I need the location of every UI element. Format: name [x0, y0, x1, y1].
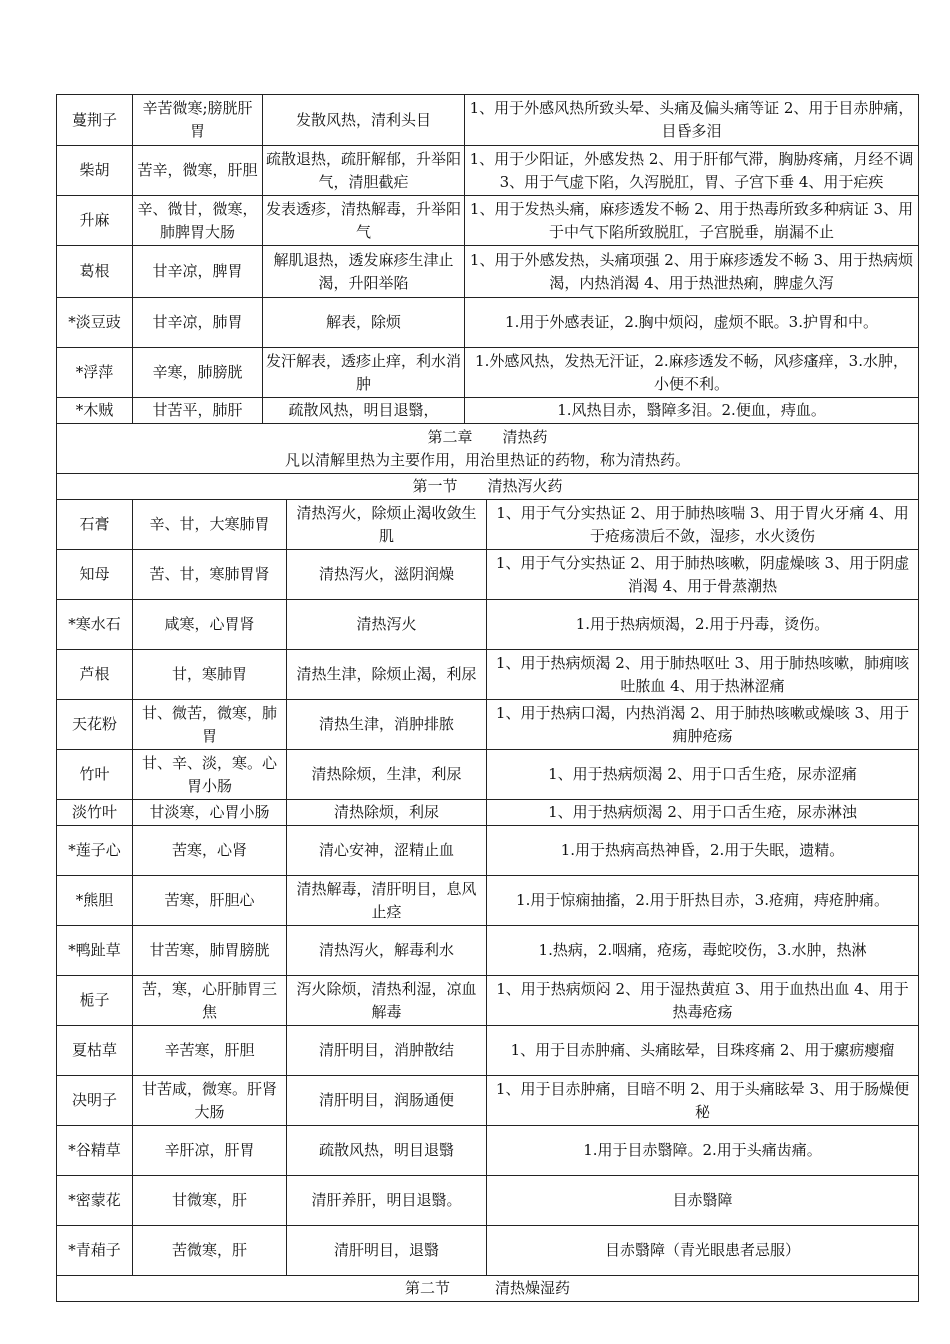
herb-taste: 苦寒，肝胆心: [133, 876, 287, 926]
table-row: [57, 1026, 919, 1076]
herb-usage: 1.热病，2.咽痛，疮疡，毒蛇咬伤，3.水肿，热淋: [487, 926, 919, 976]
section-header-row: [57, 1276, 919, 1302]
herb-taste: 苦，寒，心肝肺胃三焦: [133, 976, 287, 1026]
herb-name: 蔓荆子: [57, 95, 133, 146]
herb-effect: 清热解毒，清肝明目，息风止痉: [287, 876, 487, 926]
herb-usage: 1、用于外感风热所致头晕、头痛及偏头痛等证 2、用于目赤肿痛，目昏多泪: [465, 95, 919, 146]
herb-effect: 发表透疹，清热解毒，升举阳气: [263, 196, 465, 246]
table-row: [57, 298, 919, 348]
herb-usage: 1.用于外感表证，2.胸中烦闷，虚烦不眠。3.护胃和中。: [465, 298, 919, 348]
herb-name: 竹叶: [57, 750, 133, 800]
herb-effect: 清肝明目，退翳: [287, 1226, 487, 1276]
herb-taste: 辛苦寒，肝胆: [133, 1026, 287, 1076]
herb-effect: 清热除烦，生津，利尿: [287, 750, 487, 800]
herb-taste: 苦微寒，肝: [133, 1226, 287, 1276]
herb-usage: 1、用于热病烦渴 2、用于肺热呕吐 3、用于肺热咳嗽，肺痈咳吐脓血 4、用于热淋涩痛: [487, 650, 919, 700]
herb-effect: 解肌退热，透发麻疹生津止渴，升阳举陷: [263, 246, 465, 298]
herb-name: 柴胡: [57, 146, 133, 196]
herb-name: *寒水石: [57, 600, 133, 650]
herb-taste: 甘苦寒，肺胃膀胱: [133, 926, 287, 976]
herb-usage: 1.外感风热，发热无汗证，2.麻疹透发不畅，风疹瘙痒，3.水肿，小便不利。: [465, 348, 919, 398]
table-row: [57, 95, 919, 146]
herb-taste: 咸寒，心胃肾: [133, 600, 287, 650]
herb-name: 夏枯草: [57, 1026, 133, 1076]
herb-name: 栀子: [57, 976, 133, 1026]
herb-name: 淡竹叶: [57, 800, 133, 826]
table-row: [57, 876, 919, 926]
herb-usage: 1.用于目赤翳障。2.用于头痛齿痛。: [487, 1126, 919, 1176]
herb-table: [56, 94, 919, 500]
table-row: [57, 348, 919, 398]
herb-usage: 1、用于气分实热证 2、用于肺热咳喘 3、用于胃火牙痛 4、用于疮疡溃后不敛，湿疹，水火烫伤: [487, 500, 919, 550]
herb-name: *谷精草: [57, 1126, 133, 1176]
herb-name: 石膏: [57, 500, 133, 550]
table-row: [57, 246, 919, 298]
section-title-damp: 第二节 清热燥湿药: [57, 1276, 919, 1302]
herb-name: *熊胆: [57, 876, 133, 926]
herb-taste: 甘微寒，肝: [133, 1176, 287, 1226]
herb-taste: 甘，寒肺胃: [133, 650, 287, 700]
herb-effect: 清热泻火，滋阴润燥: [287, 550, 487, 600]
herb-usage: 1.用于惊痫抽搐，2.用于肝热目赤，3.疮痈，痔疮肿痛。: [487, 876, 919, 926]
table-row: [57, 800, 919, 826]
herb-taste: 甘、微苦，微寒，肺胃: [133, 700, 287, 750]
herb-usage: 1、用于热病烦渴 2、用于口舌生疮，尿赤涩痛: [487, 750, 919, 800]
herb-usage: 目赤翳障（青光眼患者忌服）: [487, 1226, 919, 1276]
herb-usage: 1.用于热病烦渴，2.用于丹毒，烫伤。: [487, 600, 919, 650]
herb-name: 知母: [57, 550, 133, 600]
herb-taste: 辛苦微寒;膀胱肝胃: [133, 95, 263, 146]
herb-effect: 清肝明目，消肿散结: [287, 1026, 487, 1076]
table-row: [57, 976, 919, 1026]
herb-taste: 甘苦平，肺肝: [133, 398, 263, 424]
herb-name: 天花粉: [57, 700, 133, 750]
herb-effect: 清心安神，涩精止血: [287, 826, 487, 876]
herb-name: *青葙子: [57, 1226, 133, 1276]
herb-usage: 1、用于目赤肿痛，目暗不明 2、用于头痛眩晕 3、用于肠燥便秘: [487, 1076, 919, 1126]
herb-usage: 1、用于热病口渴，内热消渴 2、用于肺热咳嗽或燥咳 3、用于痈肿疮疡: [487, 700, 919, 750]
herb-effect: 疏散风热，明目退翳，: [263, 398, 465, 424]
herb-name: *淡豆豉: [57, 298, 133, 348]
herb-taste: 甘辛凉，肺胃: [133, 298, 263, 348]
herb-taste: 苦寒，心肾: [133, 826, 287, 876]
table-row: [57, 398, 919, 424]
herb-usage: 1、用于目赤肿痛、头痛眩晕，目珠疼痛 2、用于瘰疬瘿瘤: [487, 1026, 919, 1076]
table-row: [57, 1176, 919, 1226]
table-row: [57, 600, 919, 650]
table-row: [57, 196, 919, 246]
chapter-description: 凡以清解里热为主要作用，用治里热证的药物，称为清热药。: [285, 450, 691, 469]
herb-name: 葛根: [57, 246, 133, 298]
herb-usage: 1、用于外感发热，头痛项强 2、用于麻疹透发不畅 3、用于热病烦渴，内热消渴 4、用于热泄热痢，脾虚久泻: [465, 246, 919, 298]
table-row: [57, 650, 919, 700]
herb-name: 升麻: [57, 196, 133, 246]
table-row: [57, 750, 919, 800]
herb-effect: 清热泻火，解毒利水: [287, 926, 487, 976]
herb-name: 决明子: [57, 1076, 133, 1126]
herb-effect: 清热除烦，利尿: [287, 800, 487, 826]
herb-usage: 1、用于发热头痛，麻疹透发不畅 2、用于热毒所致多种病证 3、用于中气下陷所致脱肛，子宫脱垂，崩漏不止: [465, 196, 919, 246]
herb-usage: 1、用于少阳证，外感发热 2、用于肝郁气滞，胸胁疼痛，月经不调 3、用于气虚下陷，久泻脱肛，胃、子宫下垂 4、用于疟疾: [465, 146, 919, 196]
herb-usage: 1、用于热病烦闷 2、用于湿热黄疸 3、用于血热出血 4、用于热毒疮疡: [487, 976, 919, 1026]
herb-usage: 1、用于气分实热证 2、用于肺热咳嗽，阴虚燥咳 3、用于阴虚消渴 4、用于骨蒸潮热: [487, 550, 919, 600]
herb-name: *浮萍: [57, 348, 133, 398]
herb-effect: 清热生津，消肿排脓: [287, 700, 487, 750]
chapter-title: 第二章 清热药: [427, 427, 548, 446]
herb-taste: 甘淡寒，心胃小肠: [133, 800, 287, 826]
section-title-fire: 第一节 清热泻火药: [57, 474, 919, 500]
herb-taste: 甘辛凉，脾胃: [133, 246, 263, 298]
table-row: [57, 1126, 919, 1176]
herb-taste: 甘苦咸，微寒。肝肾大肠: [133, 1076, 287, 1126]
herb-taste: 甘、辛、淡，寒。心胃小肠: [133, 750, 287, 800]
table-row: [57, 826, 919, 876]
table-row: [57, 1076, 919, 1126]
herb-taste: 辛肝凉，肝胃: [133, 1126, 287, 1176]
herb-table-fire: [56, 499, 919, 1302]
table-row: [57, 146, 919, 196]
herb-name: *木贼: [57, 398, 133, 424]
herb-name: 芦根: [57, 650, 133, 700]
section-header-row: [57, 474, 919, 500]
herb-effect: 清热泻火，除烦止渴收敛生肌: [287, 500, 487, 550]
herb-taste: 辛、甘，大寒肺胃: [133, 500, 287, 550]
herb-effect: 清热生津，除烦止渴，利尿: [287, 650, 487, 700]
herb-effect: 清肝养肝，明目退翳。: [287, 1176, 487, 1226]
table-row: [57, 550, 919, 600]
herb-taste: 苦辛，微寒，肝胆: [133, 146, 263, 196]
table-row: [57, 500, 919, 550]
herb-usage: 1.用于热病高热神昏，2.用于失眠，遗精。: [487, 826, 919, 876]
table-row: [57, 926, 919, 976]
herb-name: *密蒙花: [57, 1176, 133, 1226]
herb-effect: 发汗解表，透疹止痒，利水消肿: [263, 348, 465, 398]
herb-effect: 解表，除烦: [263, 298, 465, 348]
herb-effect: 发散风热，清利头目: [263, 95, 465, 146]
herb-effect: 清热泻火: [287, 600, 487, 650]
herb-taste: 辛寒，肺膀胱: [133, 348, 263, 398]
herb-effect: 泻火除烦，清热利湿，凉血解毒: [287, 976, 487, 1026]
chapter-header: [57, 424, 919, 474]
herb-effect: 疏散退热，疏肝解郁，升举阳气，清胆截疟: [263, 146, 465, 196]
herb-effect: 疏散风热，明目退翳: [287, 1126, 487, 1176]
herb-effect: 清肝明目，润肠通便: [287, 1076, 487, 1126]
herb-usage: 1、用于热病烦渴 2、用于口舌生疮，尿赤淋浊: [487, 800, 919, 826]
herb-name: *莲子心: [57, 826, 133, 876]
herb-taste: 苦、甘，寒肺胃肾: [133, 550, 287, 600]
herb-name: *鸭趾草: [57, 926, 133, 976]
herb-taste: 辛、微甘，微寒，肺脾胃大肠: [133, 196, 263, 246]
herb-usage: 1.风热目赤，翳障多泪。2.便血，痔血。: [465, 398, 919, 424]
table-row: [57, 1226, 919, 1276]
table-row: [57, 700, 919, 750]
herb-usage: 目赤翳障: [487, 1176, 919, 1226]
chapter-header-row: [57, 424, 919, 474]
